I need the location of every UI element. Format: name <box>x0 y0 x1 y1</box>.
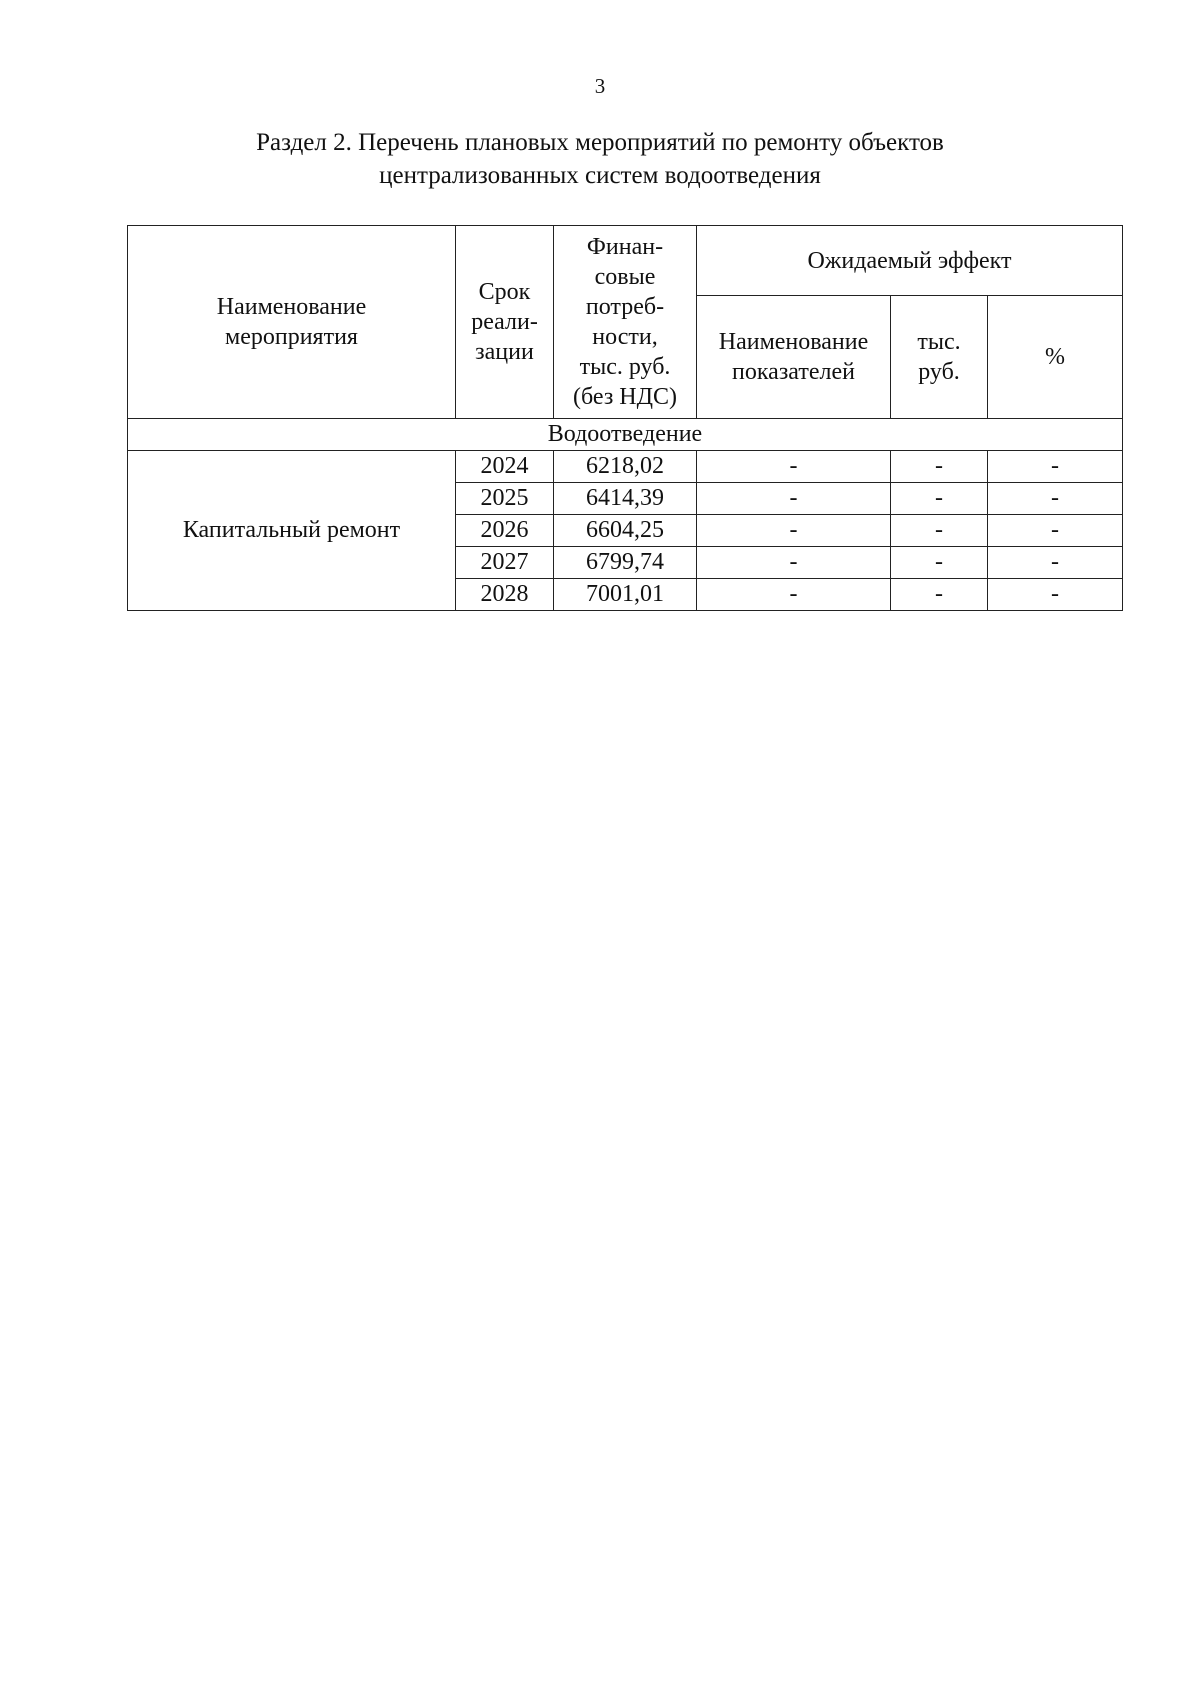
section-title-line-2: централизованных систем водоотведения <box>379 162 821 189</box>
indicator-cell: - <box>697 547 891 579</box>
year-cell: 2027 <box>456 547 554 579</box>
header-thousand-rub: тыс. руб. <box>891 296 988 419</box>
header-activity-name: Наименование мероприятия <box>128 226 456 419</box>
page-number: 3 <box>594 74 606 98</box>
year-cell: 2028 <box>456 579 554 611</box>
thousand-rub-cell: - <box>891 451 988 483</box>
amount-cell: 6218,02 <box>554 451 697 483</box>
thousand-rub-cell: - <box>891 579 988 611</box>
percent-cell: - <box>988 515 1123 547</box>
indicator-cell: - <box>697 579 891 611</box>
table-row <box>128 451 1123 483</box>
amount-cell: 6414,39 <box>554 483 697 515</box>
header-expected-effect: Ожидаемый эффект <box>697 226 1123 296</box>
indicator-cell: - <box>697 483 891 515</box>
year-cell: 2024 <box>456 451 554 483</box>
section-title <box>150 126 1050 192</box>
section-row <box>128 419 1123 451</box>
year-cell: 2025 <box>456 483 554 515</box>
percent-cell: - <box>988 547 1123 579</box>
percent-cell: - <box>988 579 1123 611</box>
year-cell: 2026 <box>456 515 554 547</box>
amount-cell: 6604,25 <box>554 515 697 547</box>
header-indicator-name: Наименование показателей <box>697 296 891 419</box>
amount-cell: 7001,01 <box>554 579 697 611</box>
thousand-rub-cell: - <box>891 483 988 515</box>
indicator-cell: - <box>697 515 891 547</box>
indicator-cell: - <box>697 451 891 483</box>
header-period: Срок реали- зации <box>456 226 554 419</box>
thousand-rub-cell: - <box>891 515 988 547</box>
thousand-rub-cell: - <box>891 547 988 579</box>
section-title-line-1: Раздел 2. Перечень плановых мероприятий по ремонту объектов <box>256 129 944 156</box>
repair-plan-table <box>127 225 1123 611</box>
section-label: Водоотведение <box>128 419 1123 451</box>
percent-cell: - <box>988 483 1123 515</box>
header-row-1 <box>128 226 1123 296</box>
header-percent: % <box>988 296 1123 419</box>
amount-cell: 6799,74 <box>554 547 697 579</box>
activity-name: Капитальный ремонт <box>128 451 456 611</box>
percent-cell: - <box>988 451 1123 483</box>
header-finance: Финан- совые потреб- ности, тыс. руб. (без НДС) <box>554 226 697 419</box>
